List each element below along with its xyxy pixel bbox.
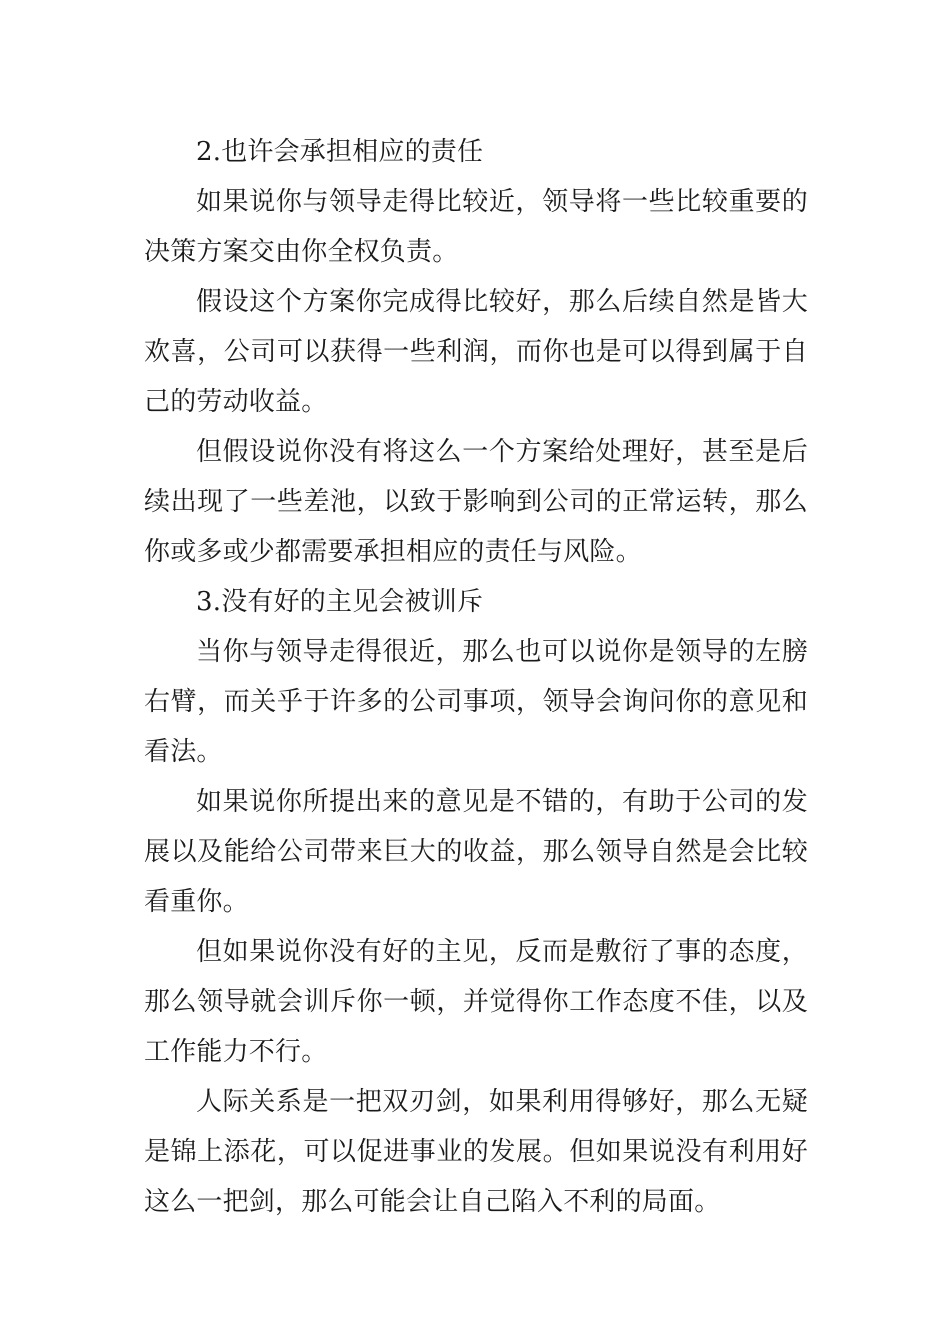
- document-body: [144, 127, 808, 1227]
- section-heading-2: 2.也许会承担相应的责任: [196, 137, 484, 167]
- paragraph: 但假设说你没有将这么一个方案给处理好，甚至是后续出现了一些差池，以致于影响到公司的正常运转，那么你或多或少都需要承担相应的责任与风险。: [144, 437, 808, 567]
- paragraph: 当你与领导走得很近，那么也可以说你是领导的左膀右臂，而关乎于许多的公司事项，领导会询问你的意见和看法。: [144, 637, 808, 767]
- paragraph: 如果说你与领导走得比较近，领导将一些比较重要的决策方案交由你全权负责。: [144, 187, 808, 267]
- paragraph: 人际关系是一把双刃剑，如果利用得够好，那么无疑是锦上添花，可以促进事业的发展。但如果说没有利用好这么一把剑，那么可能会让自己陷入不利的局面。: [144, 1087, 808, 1217]
- paragraph: 但如果说你没有好的主见，反而是敷衍了事的态度，那么领导就会训斥你一顿，并觉得你工作态度不佳，以及工作能力不行。: [144, 937, 808, 1067]
- paragraph: 假设这个方案你完成得比较好，那么后续自然是皆大欢喜，公司可以获得一些利润，而你也是可以得到属于自己的劳动收益。: [144, 287, 808, 417]
- section-heading-3: 3.没有好的主见会被训斥: [196, 587, 484, 617]
- paragraph: 如果说你所提出来的意见是不错的，有助于公司的发展以及能给公司带来巨大的收益，那么领导自然是会比较看重你。: [144, 787, 808, 917]
